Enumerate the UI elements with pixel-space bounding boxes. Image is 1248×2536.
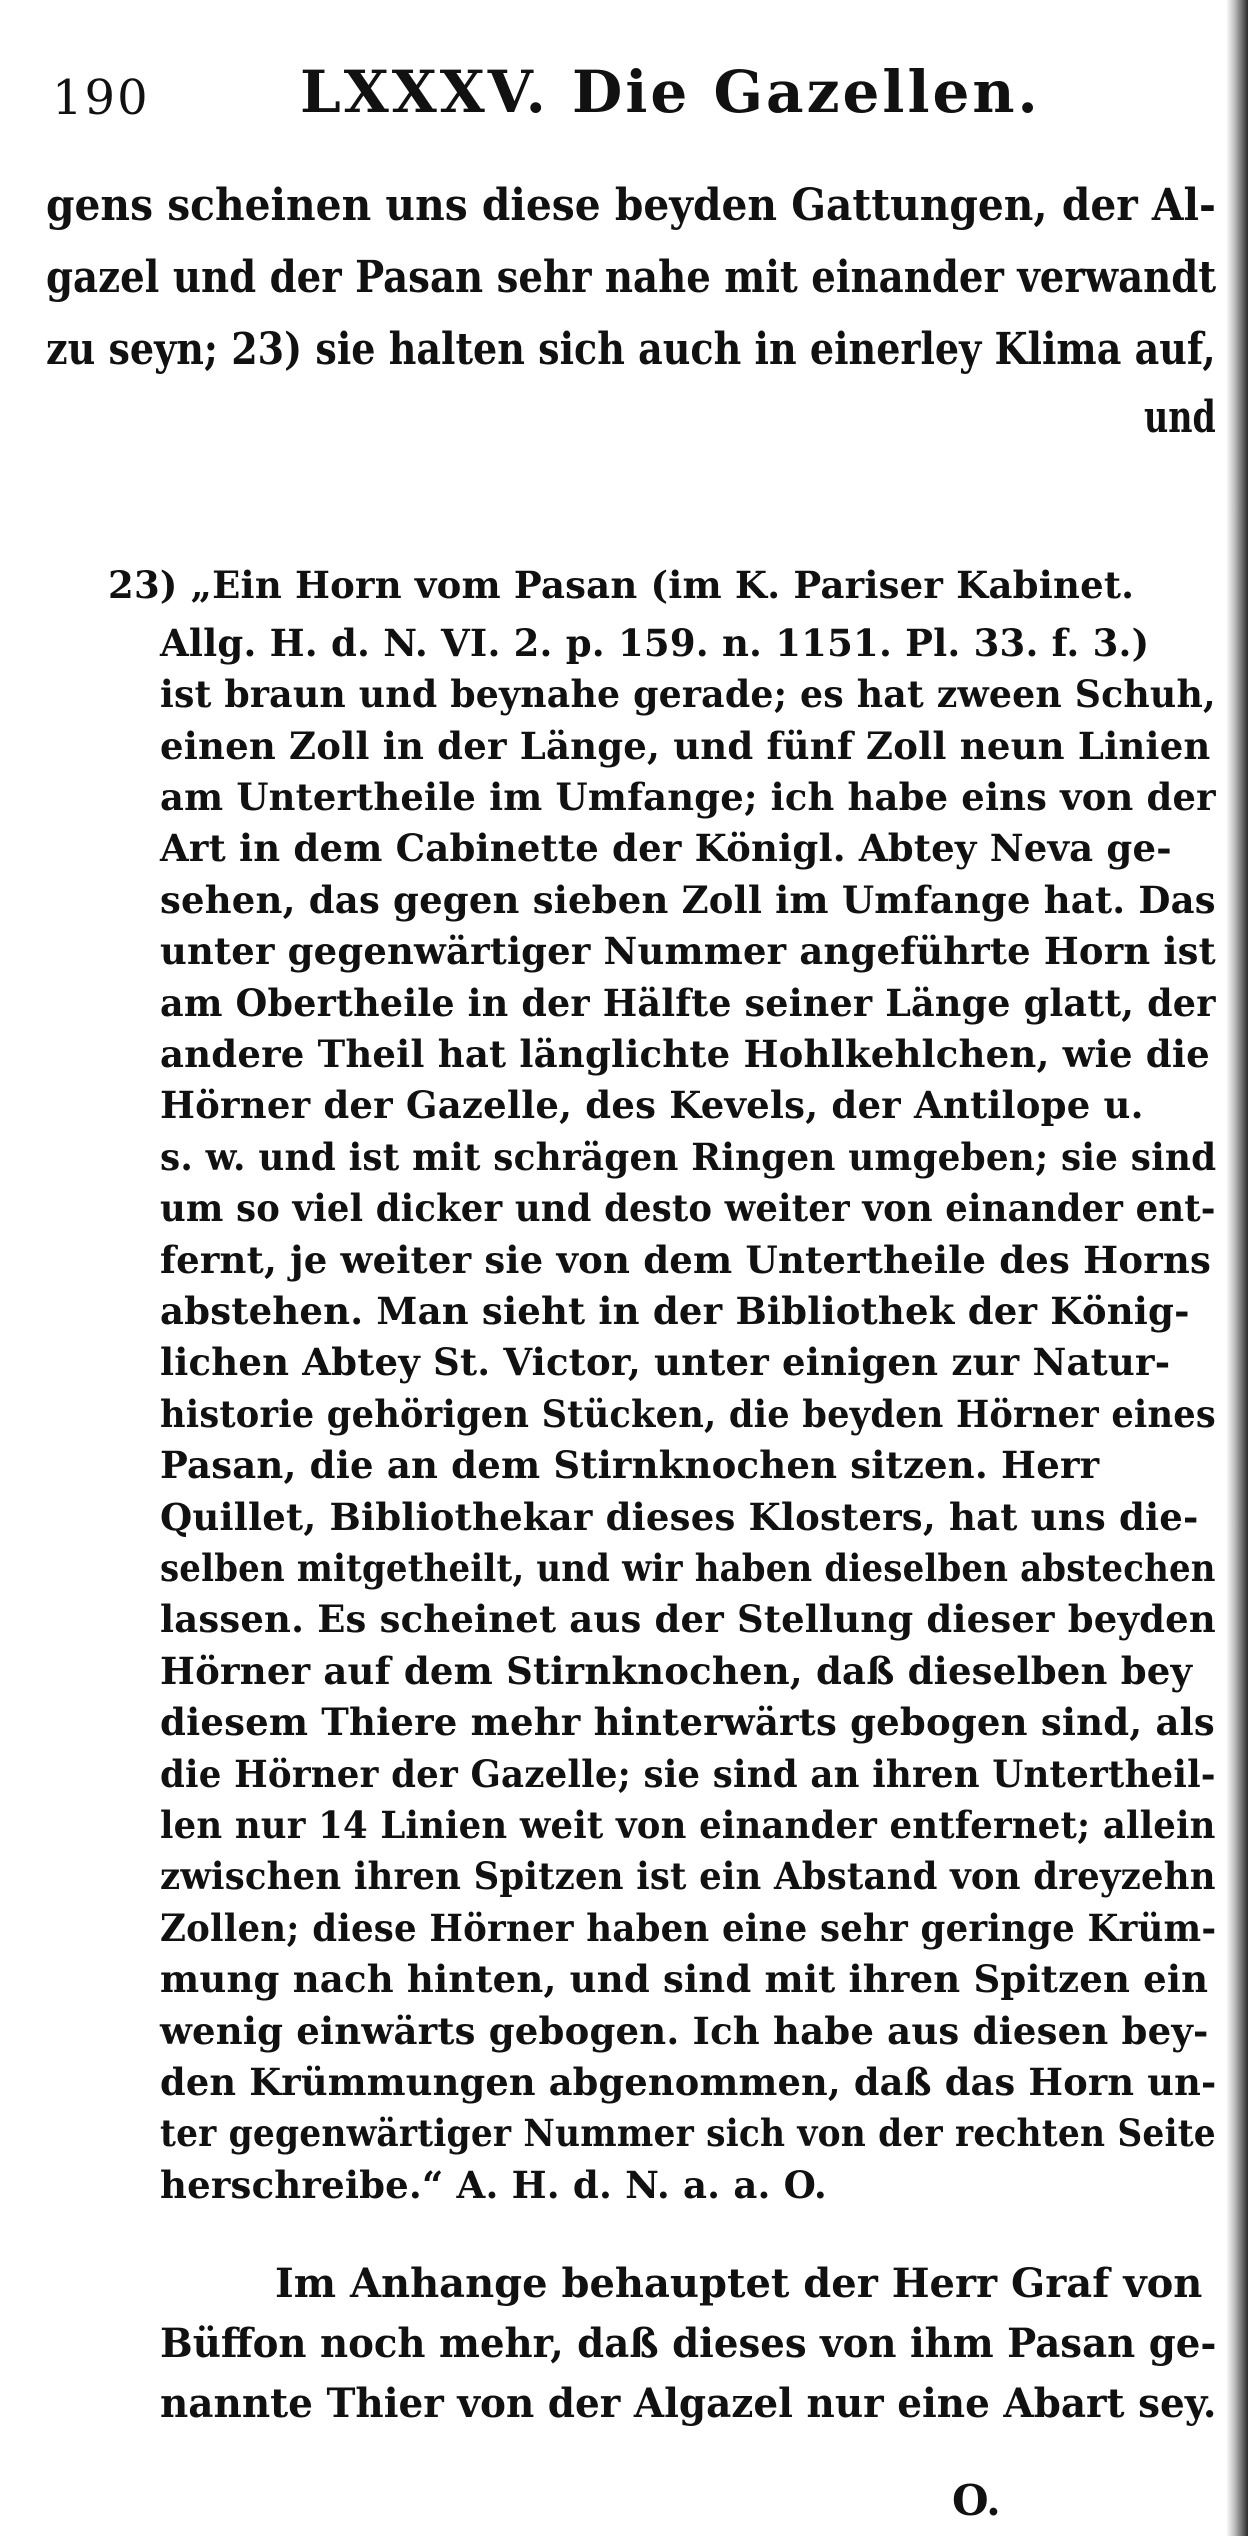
footnote-line: abstehen. Man sieht in der Bibliothek der König- (160, 1289, 1190, 1333)
footnote-line: s. w. und ist mit schrägen Ringen umgeben; sie sind (160, 1135, 1217, 1179)
footnote-line: Quillet, Bibliothekar dieses Klosters, hat uns die- (160, 1495, 1199, 1539)
appendix-line: Im Anhange behauptet der Herr Graf von (275, 2260, 1203, 2307)
main-text-line: zu seyn; 23) sie halten sich auch in einerley Klima auf, (46, 324, 1216, 375)
footnote-line: Zollen; diese Hörner haben eine sehr geringe Krüm- (160, 1906, 1217, 1950)
page-number: 190 (52, 70, 150, 126)
catchword: O. (952, 2476, 1001, 2525)
appendix-line: nannte Thier von der Algazel nur eine Abart sey. (160, 2380, 1217, 2427)
footnote-line: am Untertheile im Umfange; ich habe eins von der (160, 775, 1216, 819)
footnote-line: wenig einwärts gebogen. Ich habe aus diesen bey- (160, 2009, 1209, 2053)
footnote-line: lichen Abtey St. Victor, unter einigen zur Natur- (160, 1340, 1171, 1384)
footnote-line: am Obertheile in der Hälfte seiner Länge glatt, der (160, 981, 1216, 1025)
footnote-line: einen Zoll in der Länge, und fünf Zoll neun Linien (160, 724, 1211, 768)
footnote-line: 23) „Ein Horn vom Pasan (im K. Pariser Kabinet. (108, 563, 1135, 607)
footnote-line: um so viel dicker und desto weiter von einander ent- (160, 1186, 1216, 1230)
main-text-line: gens scheinen uns diese beyden Gattungen, der Al- (46, 180, 1216, 231)
footnote-line: ist braun und beynahe gerade; es hat zween Schuh, (160, 672, 1216, 716)
running-title: LXXXV. Die Gazellen. (300, 58, 1041, 126)
footnote-line: historie gehörigen Stücken, die beyden Hörner eines (160, 1392, 1216, 1436)
footnote-line: ter gegenwärtiger Nummer sich von der rechten Seite (160, 2111, 1216, 2155)
footnote-line: herschreibe.“ A. H. d. N. a. a. O. (160, 2163, 828, 2207)
appendix-line: Büffon noch mehr, daß dieses von ihm Pasan ge- (160, 2320, 1217, 2367)
footnote-line: Art in dem Cabinette der Königl. Abtey Neva ge- (160, 826, 1172, 870)
footnote-line: die Hörner der Gazelle; sie sind an ihren Untertheil- (160, 1752, 1216, 1796)
main-text-line: gazel und der Pasan sehr nahe mit einander verwandt (46, 252, 1217, 303)
footnote-line: Pasan, die an dem Stirnknochen sitzen. Herr (160, 1443, 1100, 1487)
footnote-line: Allg. H. d. N. VI. 2. p. 159. n. 1151. Pl. 33. f. 3.) (160, 621, 1150, 665)
footnote-line: sehen, das gegen sieben Zoll im Umfange hat. Das (160, 878, 1216, 922)
footnote-line: den Krümmungen abgenommen, daß das Horn un- (160, 2060, 1217, 2104)
footnote-line: mung nach hinten, und sind mit ihren Spitzen ein (160, 1957, 1209, 2001)
footnote-line: selben mitgetheilt, und wir haben dieselben abstechen (160, 1546, 1216, 1590)
footnote-line: Hörner der Gazelle, des Kevels, der Antilope u. (160, 1083, 1144, 1127)
main-text-line: und (1144, 392, 1216, 443)
page-edge-shadow (1226, 0, 1248, 2536)
page-header (0, 58, 1248, 148)
footnote-line: diesem Thiere mehr hinterwärts gebogen sind, als (160, 1700, 1215, 1744)
footnote-line: Hörner auf dem Stirnknochen, daß dieselben bey (160, 1649, 1193, 1693)
footnote-line: lassen. Es scheinet aus der Stellung dieser beyden (160, 1597, 1216, 1641)
footnote-line: zwischen ihren Spitzen ist ein Abstand von dreyzehn (160, 1854, 1216, 1898)
footnote-line: unter gegenwärtiger Nummer angeführte Horn ist (160, 929, 1216, 973)
footnote-line: andere Theil hat länglichte Hohlkehlchen, wie die (160, 1032, 1210, 1076)
footnote-line: len nur 14 Linien weit von einander entfernet; allein (160, 1803, 1216, 1847)
footnote-line: fernt, je weiter sie von dem Untertheile des Horns (160, 1238, 1212, 1282)
